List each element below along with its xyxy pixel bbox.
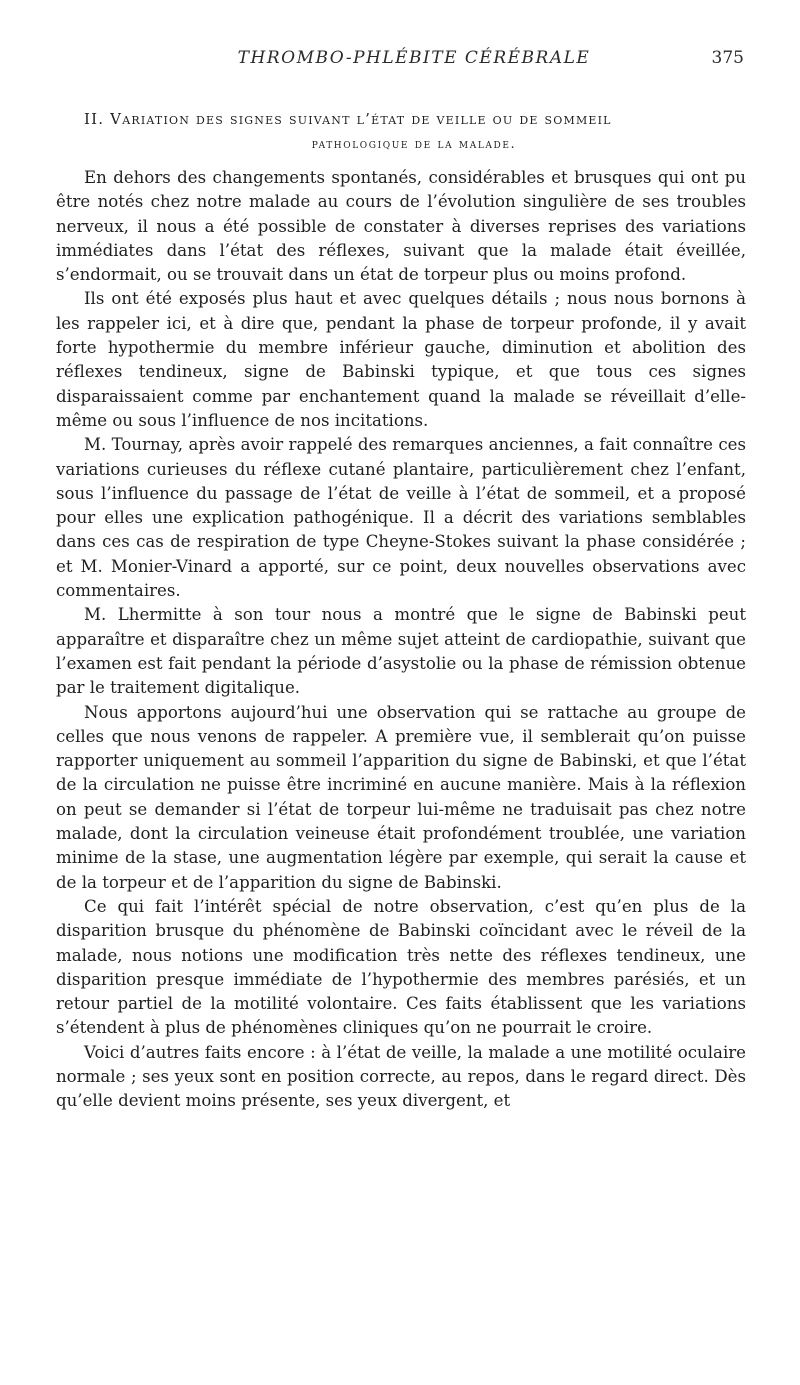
paragraph: Voici d’autres faits encore : à l’état de veille, la malade a une motilité oculaire normale ; ses yeux sont en position correcte, au repos, dans le regard direct. Dès qu’elle devient moins présente, ses yeux divergent, et [56,1042,746,1111]
body-text [56,166,746,1114]
paragraph: En dehors des changements spontanés, considérables et brusques qui ont pu être notés chez notre malade au cours de l’évolution singulière de ses troubles nerveux, il nous a été possible de constater à diverses reprises des variations immédiates dans l’état des réflexes, suivant que la malade était éveillée, s’endormait, ou se trouvait dans un état de torpeur plus ou moins profond. [56,168,746,285]
running-head [84,48,744,72]
section-heading-line-2: pathologique de la malade. [311,137,517,152]
paragraph: M. Tournay, après avoir rappelé des remarques anciennes, a fait connaître ces variations curieuses du réflexe cutané plantaire, particulièrement chez l’enfant, sous l’influence du passage de l’état de veille à l’état de sommeil, et a proposé pour elles une explication pathogénique. Il a décrit des variations semblables dans ces cas de respiration de type Cheyne-Stokes suivant la phase considérée ; et M. Monier-Vinard a apporté, sur ce point, deux nouvelles observations avec commentaires. [56,435,746,601]
running-title: THROMBO-PHLÉBITE CÉRÉBRALE [237,48,591,68]
paragraph: M. Lhermitte à son tour nous a montré que le signe de Babinski peut apparaître et disparaître chez un même sujet atteint de cardiopathie, suivant que l’examen est fait pendant la période d’asystolie ou la phase de rémission obtenue par le traitement digitalique. [56,605,746,698]
paragraph: Ce qui fait l’intérêt spécial de notre observation, c’est qu’en plus de la disparition brusque du phénomène de Babinski coïncidant avec le réveil de la malade, nous notions une modification très nette des réflexes tendineux, une disparition presque immédiate de l’hypothermie des membres parésiés, et un retour partiel de la motilité volontaire. Ces faits établissent que les variations s’étendent à plus de phénomènes cliniques qu’on ne pourrait le croire. [56,896,746,1038]
page-number: 375 [711,48,744,68]
paragraph: Nous apportons aujourd’hui une observation qui se rattache au groupe de celles que nous venons de rappeler. A première vue, il semblerait qu’on puisse rapporter uniquement au sommeil l’apparition du signe de Babinski, et que l’état de la circulation ne puisse être incriminé en aucune manière. Mais à la réflexion on peut se demander si l’état de torpeur lui-même ne traduisait pas chez notre malade, dont la circulation veineuse était profondément troublée, une variation minime de la stase, une augmentation légère par exemple, qui serait la cause et de la torpeur et de l’apparition du signe de Babinski. [56,702,746,892]
paragraph: Ils ont été exposés plus haut et avec quelques détails ; nous nous bornons à les rappeler ici, et à dire que, pendant la phase de torpeur profonde, il y avait forte hypothermie du membre inférieur gauche, diminution et abolition des réflexes tendineux, signe de Babinski typique, et que tous ces signes disparaissaient comme par enchantement quand la malade se réveillait d’elle-même ou sous l’influence de nos incitations. [56,289,746,430]
section-heading [84,106,744,158]
section-heading-line-1: II. Variation des signes suivant l’état de veille ou de sommeil [84,110,612,128]
